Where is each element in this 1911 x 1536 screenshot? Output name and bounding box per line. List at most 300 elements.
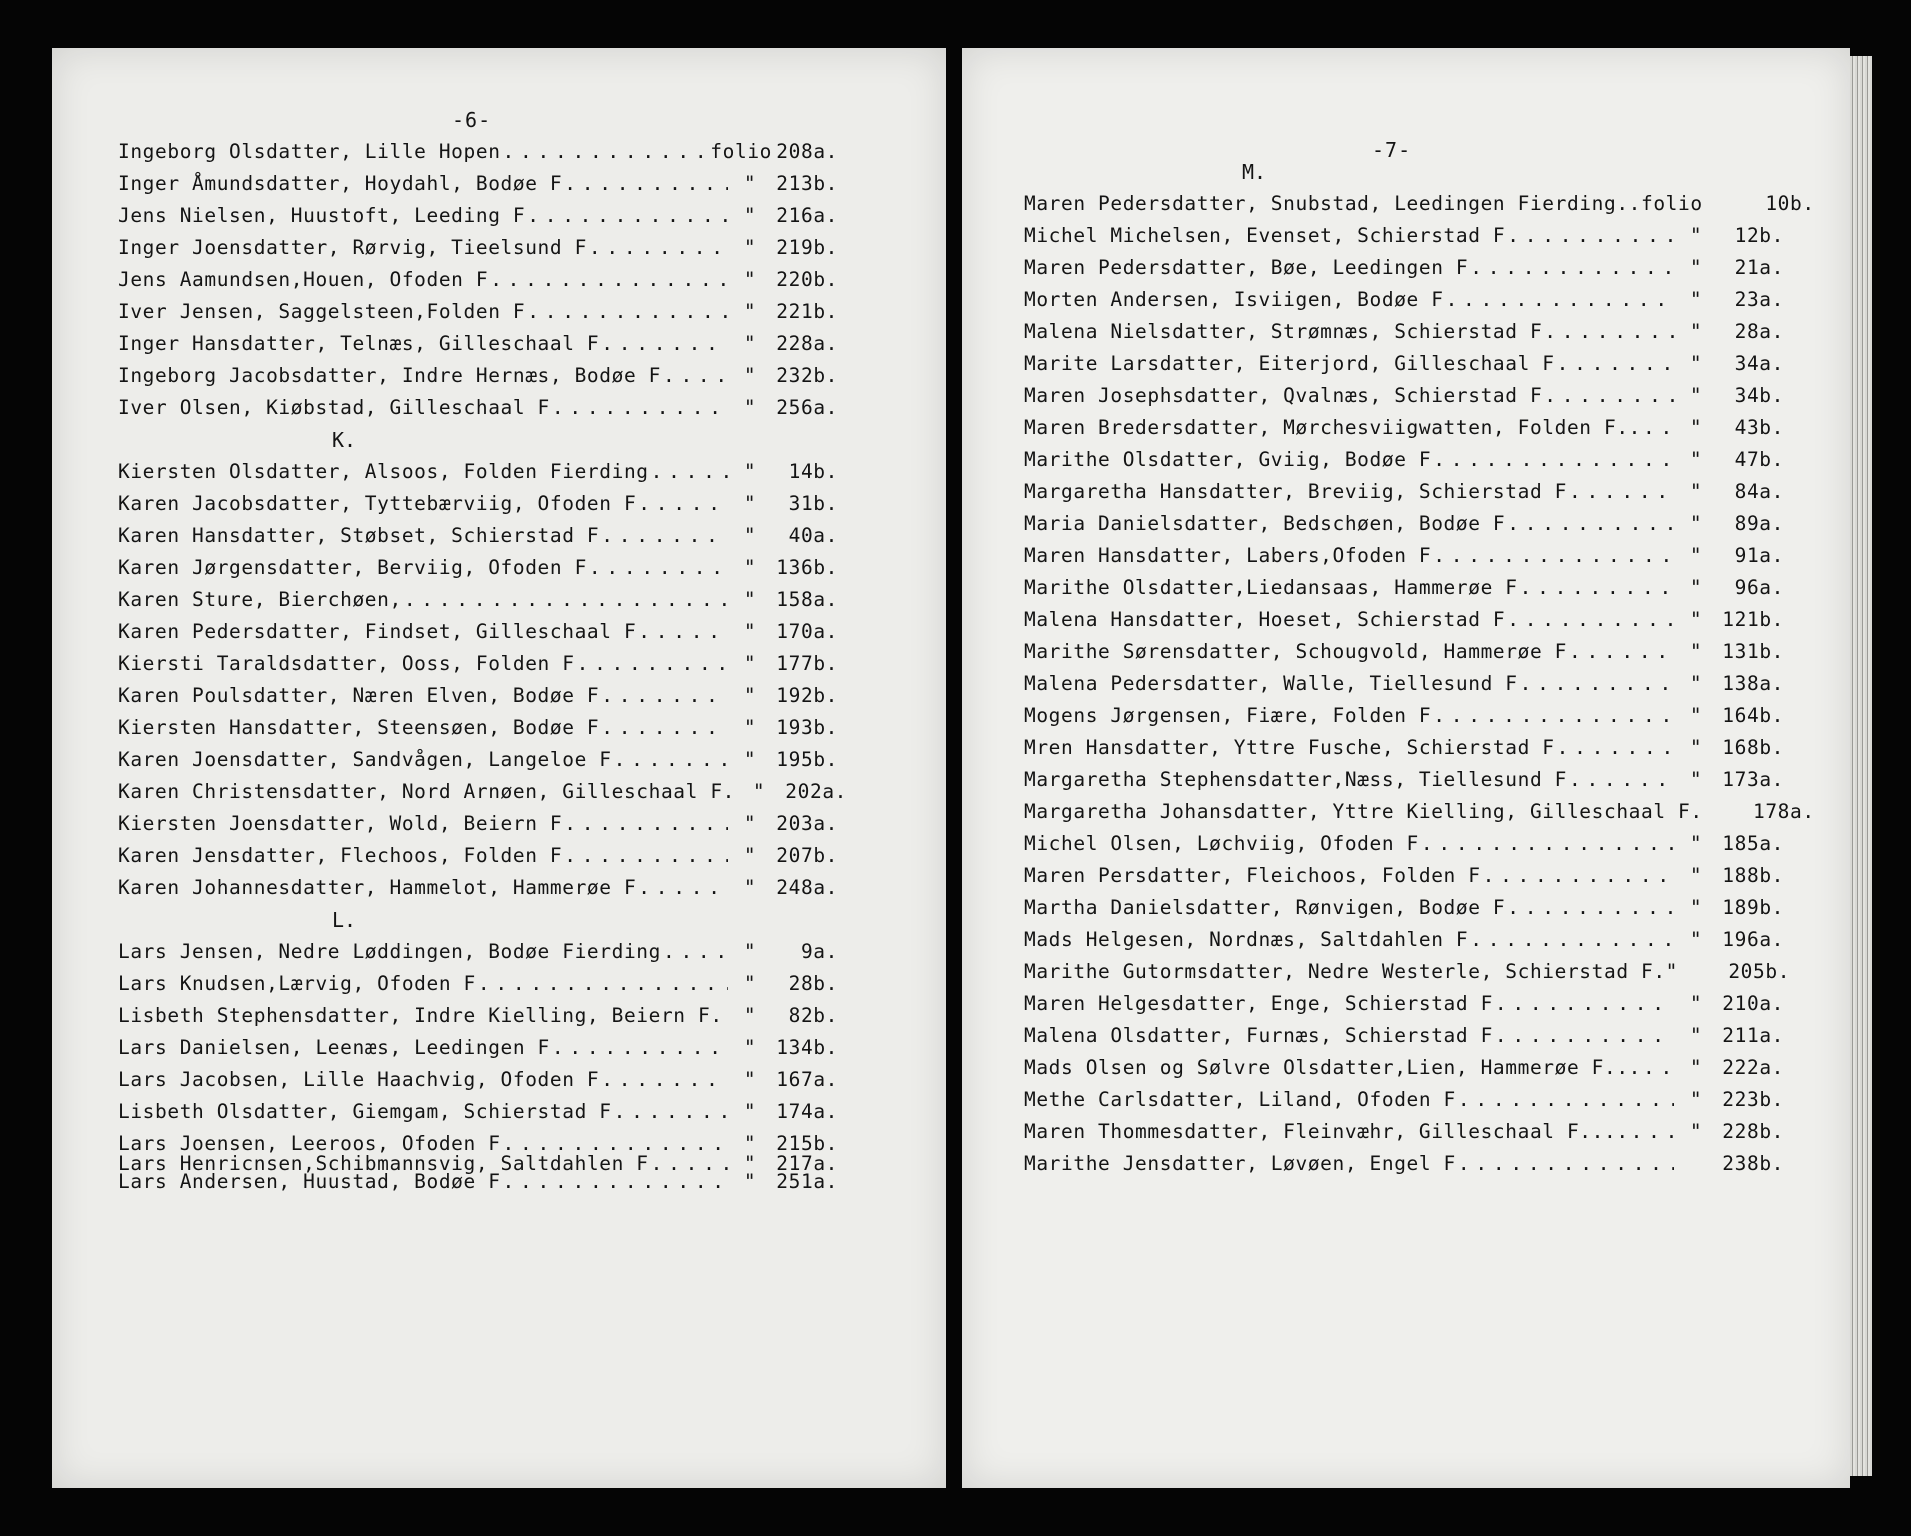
index-entry — [118, 684, 838, 707]
entry-name: Michel Olsen, Løchviig, Ofoden F — [1024, 832, 1419, 855]
entry-name: Maren Thommesdatter, Fleinvæhr, Gilleschaal F.... — [1024, 1120, 1629, 1143]
entry-name: Karen Jørgensdatter, Berviig, Ofoden F — [118, 556, 587, 579]
dot-leader — [601, 684, 728, 707]
dot-leader — [1470, 256, 1674, 279]
index-entry — [1024, 992, 1784, 1015]
ditto-mark: " — [1689, 704, 1703, 727]
section-letter: L. — [332, 908, 357, 932]
entry-name: Mads Helgesen, Nordnæs, Saltdahlen F — [1024, 928, 1469, 951]
dot-leader — [577, 652, 728, 675]
left-page — [52, 48, 946, 1488]
folio-reference: 189b. — [1722, 896, 1784, 919]
right-page — [962, 48, 1850, 1488]
folio-reference: 84a. — [1734, 480, 1784, 503]
index-entry — [118, 780, 847, 803]
index-entry — [118, 364, 838, 387]
folio-reference: 228a. — [776, 332, 838, 355]
dot-leader — [1495, 1024, 1674, 1047]
index-entry — [118, 460, 838, 483]
entry-name: Lars Andersen, Huustad, Bodøe F — [118, 1170, 501, 1193]
ditto-mark: " — [1689, 672, 1703, 695]
index-entry — [1024, 480, 1784, 503]
index-entry — [1024, 576, 1784, 599]
entry-name: Marite Larsdatter, Eiterjord, Gilleschaal F — [1024, 352, 1555, 375]
ditto-mark: " — [743, 524, 757, 547]
index-entry — [118, 876, 838, 899]
entry-name: Kiersten Hansdatter, Steensøen, Bodøe F — [118, 716, 600, 739]
ditto-mark: " — [743, 364, 757, 387]
entry-name: Lars Joensen, Leeroos, Ofoden F — [118, 1132, 501, 1155]
folio-reference: 192b. — [776, 684, 838, 707]
folio-reference: 196a. — [1722, 928, 1784, 951]
ditto-mark: " — [1689, 1088, 1703, 1111]
ditto-mark: " — [1689, 1024, 1703, 1047]
ditto-mark: " — [743, 332, 757, 355]
entry-name: Iver Jensen, Saggelsteen,Folden F — [118, 300, 526, 323]
ditto-mark: " — [743, 1068, 757, 1091]
dot-leader — [638, 492, 728, 515]
index-entry — [1024, 416, 1784, 439]
dot-leader — [1458, 1088, 1674, 1111]
ditto-mark: " — [743, 684, 757, 707]
entry-name: Malena Pedersdatter, Walle, Tiellesund F — [1024, 672, 1518, 695]
dot-leader — [404, 588, 728, 611]
dot-leader — [1470, 928, 1674, 951]
ditto-mark: " — [1689, 896, 1703, 919]
dot-leader — [1544, 384, 1674, 407]
dot-leader — [1569, 480, 1674, 503]
index-entry — [118, 748, 838, 771]
folio-reference: 202a. — [785, 780, 847, 803]
entry-name: Lisbeth Stephensdatter, Indre Kielling, Beiern F. — [118, 1004, 723, 1027]
ditto-mark: " — [1689, 832, 1703, 855]
ditto-mark: " — [743, 972, 757, 995]
folio-reference: 173a. — [1722, 768, 1784, 791]
ditto-mark: " — [743, 1004, 757, 1027]
ditto-mark: " — [1689, 736, 1703, 759]
entry-name: Marithe Olsdatter, Gviig, Bodøe F — [1024, 448, 1432, 471]
folio-reference: 256a. — [776, 396, 838, 419]
dot-leader — [564, 844, 728, 867]
folio-reference: 195b. — [776, 748, 838, 771]
dot-leader — [663, 940, 728, 963]
folio-reference: 213b. — [776, 172, 838, 195]
page-edge — [1850, 56, 1872, 1476]
ditto-mark: " — [743, 300, 757, 323]
ditto-mark: " — [1689, 512, 1703, 535]
index-entry — [1024, 608, 1784, 631]
entry-name: Malena Hansdatter, Hoeset, Schierstad F — [1024, 608, 1506, 631]
dot-leader — [601, 716, 728, 739]
index-entry — [118, 332, 838, 355]
folio-reference: 134b. — [776, 1036, 838, 1059]
folio-reference: 23a. — [1734, 288, 1784, 311]
entry-name: Iver Olsen, Kiøbstad, Gilleschaal F — [118, 396, 550, 419]
ditto-mark: folio — [710, 140, 772, 163]
folio-reference: 185a. — [1722, 832, 1784, 855]
ditto-mark: " — [743, 716, 757, 739]
dot-leader — [490, 268, 728, 291]
index-entry — [1024, 544, 1784, 567]
entry-name: Lars Henricnsen,Schibmannsvig, Saltdahlen F — [118, 1152, 649, 1175]
entry-name: Kiersti Taraldsdatter, Ooss, Folden F — [118, 652, 575, 675]
ditto-mark: " — [1689, 352, 1703, 375]
ditto-mark: " — [743, 204, 757, 227]
entry-name: Lars Jacobsen, Lille Haachvig, Ofoden F — [118, 1068, 600, 1091]
entry-name: Inger Hansdatter, Telnæs, Gilleschaal F — [118, 332, 600, 355]
folio-reference: 238b. — [1722, 1152, 1784, 1175]
folio-reference: 251a. — [776, 1170, 838, 1193]
dot-leader — [638, 620, 728, 643]
index-entry — [118, 524, 838, 547]
ditto-mark: " — [743, 556, 757, 579]
dot-leader — [589, 556, 728, 579]
folio-reference: 210a. — [1722, 992, 1784, 1015]
page-number: -7- — [1372, 138, 1412, 162]
dot-leader — [1557, 736, 1674, 759]
entry-name: Karen Hansdatter, Støbset, Schierstad F — [118, 524, 600, 547]
folio-reference: 89a. — [1734, 512, 1784, 535]
folio-reference: 168b. — [1722, 736, 1784, 759]
folio-reference: 96a. — [1734, 576, 1784, 599]
folio-reference: 178a. — [1753, 800, 1815, 823]
dot-leader — [651, 460, 728, 483]
folio-reference: 215b. — [776, 1132, 838, 1155]
ditto-mark: " — [1689, 608, 1703, 631]
index-entry — [118, 972, 838, 995]
index-entry — [118, 300, 838, 323]
folio-reference: 34b. — [1734, 384, 1784, 407]
index-entry — [1024, 928, 1784, 951]
folio-reference: 21a. — [1734, 256, 1784, 279]
index-entry — [1024, 320, 1784, 343]
ditto-mark: " — [743, 940, 757, 963]
dot-leader — [1433, 704, 1674, 727]
entry-name: Martha Danielsdatter, Rønvigen, Bodøe F — [1024, 896, 1506, 919]
entry-name: Mren Hansdatter, Yttre Fusche, Schierstad F — [1024, 736, 1555, 759]
folio-reference: 232b. — [776, 364, 838, 387]
index-entry — [1024, 1088, 1784, 1111]
ditto-mark: " — [1689, 928, 1703, 951]
entry-name: Maren Pedersdatter, Bøe, Leedingen F — [1024, 256, 1469, 279]
ditto-mark: " — [743, 1132, 757, 1155]
dot-leader — [503, 1170, 728, 1193]
ditto-mark: " — [743, 748, 757, 771]
index-entry — [118, 652, 838, 675]
ditto-mark: " — [1689, 416, 1703, 439]
ditto-mark: " — [743, 236, 757, 259]
entry-name: Margaretha Stephensdatter,Næss, Tiellesund F — [1024, 768, 1567, 791]
entry-name: Karen Joensdatter, Sandvågen, Langeloe F — [118, 748, 612, 771]
index-entry — [1024, 672, 1784, 695]
dot-leader — [1507, 224, 1674, 247]
dot-leader — [503, 140, 711, 163]
index-entry — [1024, 960, 1791, 983]
folio-reference: 47b. — [1734, 448, 1784, 471]
ditto-mark: " — [743, 1170, 757, 1193]
entry-name: Karen Jensdatter, Flechoos, Folden F — [118, 844, 563, 867]
entry-name: Mads Olsen og Sølvre Olsdatter,Lien, Hammerøe F... — [1024, 1056, 1641, 1079]
folio-reference: 121b. — [1722, 608, 1784, 631]
folio-reference: 221b. — [776, 300, 838, 323]
folio-reference: 43b. — [1734, 416, 1784, 439]
index-entry — [118, 268, 838, 291]
dot-leader — [1520, 576, 1674, 599]
dot-leader — [1643, 416, 1674, 439]
entry-name: Inger Joensdatter, Rørvig, Tieelsund F — [118, 236, 587, 259]
ditto-mark: " — [743, 1100, 757, 1123]
ditto-mark: " — [1689, 1120, 1703, 1143]
dot-leader — [1507, 512, 1674, 535]
index-entry — [118, 1004, 838, 1027]
ditto-mark: " — [743, 1152, 757, 1175]
entry-name: Ingeborg Jacobsdatter, Indre Hernæs, Bodøe F — [118, 364, 661, 387]
dot-leader — [1458, 1152, 1674, 1175]
index-entry — [118, 620, 838, 643]
index-entry — [118, 556, 838, 579]
index-entry — [1024, 1024, 1784, 1047]
index-entry — [118, 1036, 838, 1059]
entry-name: Margaretha Hansdatter, Breviig, Schierstad F — [1024, 480, 1567, 503]
entry-name: Maren Pedersdatter, Snubstad, Leedingen Fierding..folio — [1024, 192, 1703, 215]
ditto-mark: " — [1689, 384, 1703, 407]
folio-reference: 205b. — [1728, 960, 1791, 983]
folio-reference: 211a. — [1722, 1024, 1784, 1047]
entry-name: Kiersten Olsdatter, Alsoos, Folden Fierding — [118, 460, 649, 483]
ditto-mark: " — [743, 396, 757, 419]
ditto-mark: " — [1689, 256, 1703, 279]
folio-reference: 131b. — [1722, 640, 1784, 663]
dot-leader — [614, 1100, 728, 1123]
index-entry — [1024, 800, 1815, 823]
index-entry — [1024, 832, 1784, 855]
index-entry — [1024, 896, 1784, 919]
ditto-mark: " — [1689, 576, 1703, 599]
index-entry — [1024, 192, 1815, 215]
folio-reference: 223b. — [1722, 1088, 1784, 1111]
page-number: -6- — [452, 108, 492, 132]
entry-name: Mogens Jørgensen, Fiære, Folden F — [1024, 704, 1432, 727]
ditto-mark: " — [1689, 544, 1703, 567]
folio-reference: 167a. — [776, 1068, 838, 1091]
dot-leader — [1433, 544, 1674, 567]
folio-reference: 193b. — [776, 716, 838, 739]
ditto-mark: " — [743, 172, 757, 195]
entry-name: Karen Jacobsdatter, Tyttebærviig, Ofoden F — [118, 492, 637, 515]
entry-name: Karen Johannesdatter, Hammelot, Hammerøe F — [118, 876, 637, 899]
dot-leader — [1643, 1056, 1674, 1079]
index-entry — [118, 236, 838, 259]
dot-leader — [1557, 352, 1674, 375]
index-entry — [118, 844, 838, 867]
dot-leader — [1544, 320, 1674, 343]
index-entry — [1024, 1152, 1784, 1175]
entry-name: Maren Persdatter, Fleichoos, Folden F — [1024, 864, 1481, 887]
folio-reference: 207b. — [776, 844, 838, 867]
ditto-mark: " — [743, 844, 757, 867]
index-entry — [1024, 224, 1784, 247]
dot-leader — [1421, 832, 1674, 855]
folio-reference: 222a. — [1722, 1056, 1784, 1079]
dot-leader — [1483, 864, 1674, 887]
entry-name: Marithe Gutormsdatter, Nedre Westerle, Schierstad F." — [1024, 960, 1679, 983]
entry-name: Lars Knudsen,Lærvig, Ofoden F — [118, 972, 476, 995]
folio-reference: 136b. — [776, 556, 838, 579]
folio-reference: 174a. — [776, 1100, 838, 1123]
entry-name: Maria Danielsdatter, Bedschøen, Bodøe F — [1024, 512, 1506, 535]
entry-name: Karen Christensdatter, Nord Arnøen, Gilleschaal F. — [118, 780, 735, 803]
ditto-mark: " — [1689, 448, 1703, 471]
entry-name: Jens Nielsen, Huustoft, Leeding F — [118, 204, 526, 227]
index-entry — [118, 1068, 838, 1091]
entry-name: Inger Åmundsdatter, Hoydahl, Bodøe F — [118, 172, 563, 195]
ditto-mark: " — [752, 780, 766, 803]
entry-name: Ingeborg Olsdatter, Lille Hopen — [118, 140, 501, 163]
entry-name: Maren Bredersdatter, Mørchesviigwatten, Folden F.. — [1024, 416, 1641, 439]
index-entry — [1024, 448, 1784, 471]
dot-leader — [552, 1036, 728, 1059]
index-entry — [118, 940, 838, 963]
index-entry — [1024, 768, 1784, 791]
dot-leader — [1569, 640, 1674, 663]
ditto-mark: " — [1689, 320, 1703, 343]
ditto-mark: " — [743, 812, 757, 835]
folio-reference: 34a. — [1734, 352, 1784, 375]
folio-reference: 170a. — [776, 620, 838, 643]
index-entry — [118, 588, 838, 611]
ditto-mark: " — [743, 268, 757, 291]
entry-name: Maren Helgesdatter, Enge, Schierstad F — [1024, 992, 1493, 1015]
index-entry — [118, 1170, 838, 1193]
folio-reference: 220b. — [776, 268, 838, 291]
dot-leader — [527, 204, 728, 227]
folio-reference: 158a. — [776, 588, 838, 611]
dot-leader — [564, 172, 728, 195]
ditto-mark: " — [743, 588, 757, 611]
index-entry — [118, 492, 838, 515]
ditto-mark: " — [1689, 992, 1703, 1015]
folio-reference: 228b. — [1722, 1120, 1784, 1143]
ditto-mark: " — [743, 620, 757, 643]
index-entry — [118, 812, 838, 835]
folio-reference: 28a. — [1734, 320, 1784, 343]
index-entry — [1024, 704, 1784, 727]
entry-name: Karen Poulsdatter, Næren Elven, Bodøe F — [118, 684, 600, 707]
folio-reference: 9a. — [800, 940, 838, 963]
entry-name: Marithe Sørensdatter, Schougvold, Hammerøe F — [1024, 640, 1567, 663]
entry-name: Lars Jensen, Nedre Løddingen, Bodøe Fierding — [118, 940, 661, 963]
folio-reference: 217a. — [776, 1152, 838, 1175]
index-entry — [1024, 640, 1784, 663]
ditto-mark: " — [743, 652, 757, 675]
index-entry — [118, 172, 838, 195]
entry-name: Maren Josephsdatter, Qvalnæs, Schierstad F — [1024, 384, 1543, 407]
index-entry — [118, 1100, 838, 1123]
folio-reference: 177b. — [776, 652, 838, 675]
folio-reference: 28b. — [788, 972, 838, 995]
index-entry — [118, 716, 838, 739]
entry-name: Karen Pedersdatter, Findset, Gilleschaal F — [118, 620, 637, 643]
ditto-mark: " — [1689, 768, 1703, 791]
index-entry — [118, 204, 838, 227]
ditto-mark: " — [1689, 480, 1703, 503]
ditto-mark: " — [1689, 640, 1703, 663]
ditto-mark: " — [743, 460, 757, 483]
dot-leader — [564, 812, 728, 835]
entry-name: Marithe Olsdatter,Liedansaas, Hammerøe F — [1024, 576, 1518, 599]
entry-name: Malena Olsdatter, Furnæs, Schierstad F — [1024, 1024, 1493, 1047]
index-entry — [1024, 512, 1784, 535]
folio-reference: 248a. — [776, 876, 838, 899]
index-entry — [1024, 1120, 1784, 1143]
dot-leader — [1446, 288, 1674, 311]
folio-reference: 138a. — [1722, 672, 1784, 695]
ditto-mark: " — [1689, 288, 1703, 311]
entry-name: Lars Danielsen, Leenæs, Leedingen F — [118, 1036, 550, 1059]
entry-name: Malena Nielsdatter, Strømnæs, Schierstad F — [1024, 320, 1543, 343]
index-entry — [118, 396, 838, 419]
entry-name: Maren Hansdatter, Labers,Ofoden F — [1024, 544, 1432, 567]
section-letter: K. — [332, 428, 357, 452]
entry-name: Kiersten Joensdatter, Wold, Beiern F — [118, 812, 563, 835]
dot-leader — [527, 300, 728, 323]
dot-leader — [1507, 608, 1674, 631]
section-letter: M. — [1242, 160, 1267, 184]
dot-leader — [478, 972, 728, 995]
dot-leader — [601, 1068, 728, 1091]
folio-reference: 188b. — [1722, 864, 1784, 887]
index-entry — [1024, 736, 1784, 759]
index-entry — [1024, 288, 1784, 311]
folio-reference: 82b. — [788, 1004, 838, 1027]
folio-reference: 164b. — [1722, 704, 1784, 727]
folio-reference: 14b. — [788, 460, 838, 483]
folio-reference: 203a. — [776, 812, 838, 835]
ditto-mark: " — [1689, 224, 1703, 247]
dot-leader — [601, 524, 728, 547]
dot-leader — [1433, 448, 1674, 471]
index-entry — [1024, 384, 1784, 407]
dot-leader — [1520, 672, 1674, 695]
dot-leader — [1631, 1120, 1674, 1143]
dot-leader — [1507, 896, 1674, 919]
entry-name: Marithe Jensdatter, Løvøen, Engel F — [1024, 1152, 1456, 1175]
entry-name: Lisbeth Olsdatter, Giemgam, Schierstad F — [118, 1100, 612, 1123]
dot-leader — [552, 396, 728, 419]
dot-leader — [1569, 768, 1674, 791]
ditto-mark: " — [1689, 864, 1703, 887]
entry-name: Morten Andersen, Isviigen, Bodøe F — [1024, 288, 1444, 311]
entry-name: Michel Michelsen, Evenset, Schierstad F — [1024, 224, 1506, 247]
folio-reference: 40a. — [788, 524, 838, 547]
folio-reference: 10b. — [1765, 192, 1815, 215]
entry-name: Jens Aamundsen,Houen, Ofoden F — [118, 268, 489, 291]
index-entry — [1024, 256, 1784, 279]
entry-name: Margaretha Johansdatter, Yttre Kielling, Gilleschaal F. — [1024, 800, 1703, 823]
ditto-mark: " — [743, 1036, 757, 1059]
index-entry — [1024, 352, 1784, 375]
dot-leader — [1495, 992, 1674, 1015]
dot-leader — [638, 876, 728, 899]
folio-reference: 219b. — [776, 236, 838, 259]
entry-name: Methe Carlsdatter, Liland, Ofoden F — [1024, 1088, 1456, 1111]
ditto-mark: " — [1689, 1056, 1703, 1079]
dot-leader — [663, 364, 728, 387]
index-entry — [1024, 1056, 1784, 1079]
ditto-mark: " — [743, 492, 757, 515]
entry-name: Karen Sture, Bierchøen, — [118, 588, 402, 611]
folio-reference: 12b. — [1734, 224, 1784, 247]
